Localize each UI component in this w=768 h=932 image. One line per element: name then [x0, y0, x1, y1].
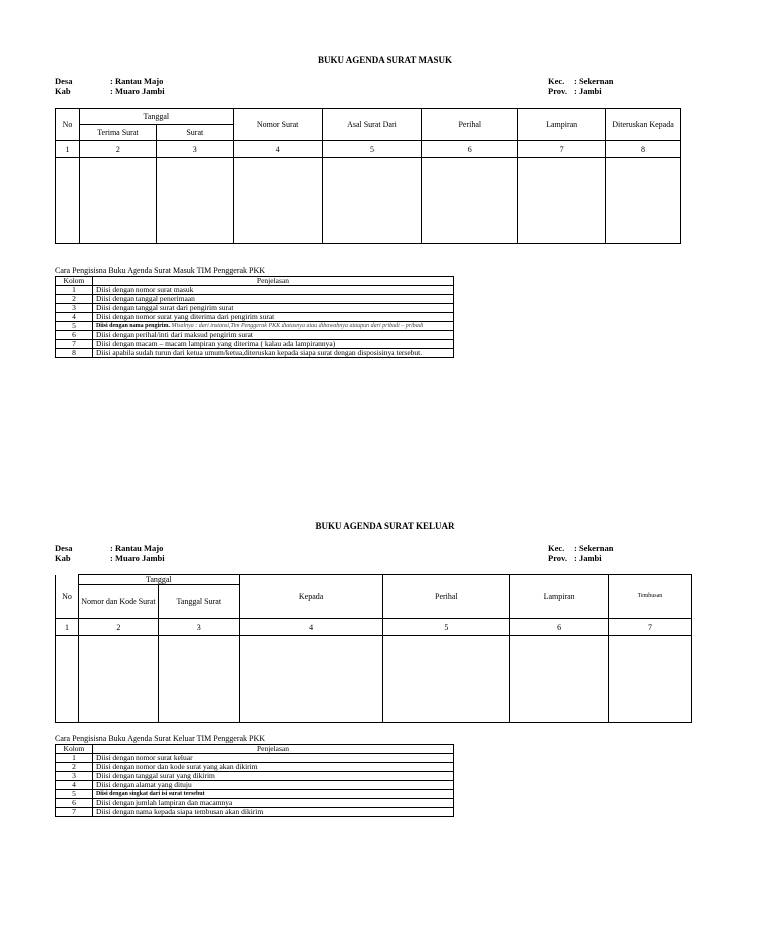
masuk-guide-table — [55, 276, 454, 358]
guide-text: Diisi dengan jumlah lampiran dan macamnya — [92, 799, 453, 808]
empty-cell — [233, 158, 322, 244]
masuk-col-no: No — [56, 109, 80, 141]
masuk-title: BUKU AGENDA SURAT MASUK — [318, 55, 452, 65]
guide-text: Diisi dengan tanggal penerimaan — [92, 295, 453, 304]
keluar-col-no: No — [56, 575, 79, 619]
masuk-col-tanggal: Tanggal — [79, 109, 233, 125]
guide-text: Diisi apabila sudah turun dari ketua umum/ketua,diteruskan kepada siapa surat dengan disposisinya tersebut. — [92, 349, 453, 358]
empty-cell — [78, 636, 158, 723]
keluar-kec-value: : Sekernan — [574, 543, 614, 553]
masuk-col-perihal: Perihal — [422, 109, 518, 141]
guide-kolom: 1 — [56, 286, 93, 295]
masuk-num: 2 — [79, 141, 156, 158]
masuk-kec-value: : Sekernan — [574, 76, 614, 86]
guide-kolom: 5 — [56, 790, 93, 799]
masuk-num: 3 — [156, 141, 233, 158]
guide-text-italic: Misalnya : dari instansi,Tim Penggerak PKK diatasnya atau dibawahnya ataupun dari pribadi – pribadi — [171, 323, 424, 329]
guide-kolom: 7 — [56, 808, 93, 817]
guide-kolom: 2 — [56, 295, 93, 304]
empty-cell — [606, 158, 681, 244]
keluar-desa-value: : Rantau Majo — [110, 543, 164, 553]
guide-text: Diisi dengan singkat dari isi surat tersebut — [92, 790, 453, 799]
masuk-col-terima: Terima Surat — [79, 125, 156, 141]
guide-text: Diisi dengan perihal/inti dari maksud pengirim surat — [92, 331, 453, 340]
keluar-col-tgl-surat: Tanggal Surat — [158, 585, 239, 619]
empty-cell — [322, 158, 422, 244]
masuk-kec-label: Kec. — [548, 76, 565, 86]
guide-text: Diisi dengan nomor dan kode surat yang akan dikirim — [92, 763, 453, 772]
guide-kolom: 4 — [56, 313, 93, 322]
empty-cell — [518, 158, 606, 244]
masuk-num: 4 — [233, 141, 322, 158]
masuk-col-asal: Asal Surat Dari — [322, 109, 422, 141]
keluar-num: 1 — [56, 619, 79, 636]
empty-cell — [158, 636, 239, 723]
masuk-prov-value: : Jambi — [574, 86, 602, 96]
keluar-num: 7 — [609, 619, 692, 636]
keluar-prov-value: : Jambi — [574, 553, 602, 563]
empty-cell — [422, 158, 518, 244]
empty-cell — [510, 636, 609, 723]
empty-cell — [383, 636, 510, 723]
masuk-col-surat: Surat — [156, 125, 233, 141]
guide-text-bold: Diisi dengan nama pengirim. — [95, 323, 170, 329]
masuk-table — [55, 108, 681, 244]
empty-cell — [56, 636, 79, 723]
guide-text: Diisi dengan nomor surat yang diterima dari pengirim surat — [92, 313, 453, 322]
guide-head-penjelasan: Penjelasan — [92, 745, 453, 754]
keluar-col-tanggal: Tanggal — [78, 575, 239, 585]
guide-text: Diisi dengan alamat yang dituju — [92, 781, 453, 790]
guide-kolom: 6 — [56, 799, 93, 808]
keluar-col-nomor-kode: Nomor dan Kode Surat — [78, 585, 158, 619]
masuk-guide-caption: Cara Pengisisna Buku Agenda Surat Masuk TIM Penggerak PKK — [55, 266, 266, 275]
guide-kolom: 5 — [56, 322, 93, 331]
keluar-guide-caption: Cara Pengisisna Buku Agenda Surat Keluar TIM Penggerak PKK — [55, 734, 266, 743]
guide-head-kolom: Kolom — [56, 277, 93, 286]
guide-kolom: 3 — [56, 772, 93, 781]
guide-head-kolom: Kolom — [56, 745, 93, 754]
guide-text: Diisi dengan nomor surat masuk — [92, 286, 453, 295]
guide-kolom: 8 — [56, 349, 93, 358]
empty-cell — [56, 158, 80, 244]
guide-text: Diisi dengan macam – macam lampiran yang diterima ( kalau ada lampirannya) — [92, 340, 453, 349]
empty-cell — [239, 636, 383, 723]
guide-kolom: 1 — [56, 754, 93, 763]
guide-text: Diisi dengan nama kepada siapa tembusan akan dikirim — [92, 808, 453, 817]
masuk-num: 8 — [606, 141, 681, 158]
keluar-kab-label: Kab — [55, 553, 71, 563]
keluar-guide-table — [55, 744, 454, 817]
masuk-num: 6 — [422, 141, 518, 158]
guide-text: Diisi dengan tanggal surat dari pengirim surat — [92, 304, 453, 313]
keluar-table — [55, 574, 692, 723]
masuk-col-nomor: Nomor Surat — [233, 109, 322, 141]
masuk-desa-label: Desa — [55, 76, 73, 86]
empty-cell — [156, 158, 233, 244]
keluar-num: 5 — [383, 619, 510, 636]
masuk-prov-label: Prov. — [548, 86, 567, 96]
keluar-col-lampiran: Lampiran — [510, 575, 609, 619]
masuk-number-row — [56, 141, 681, 158]
keluar-col-tembusan: Tembusan — [609, 575, 692, 619]
keluar-kec-label: Kec. — [548, 543, 565, 553]
guide-kolom: 6 — [56, 331, 93, 340]
guide-text: Diisi dengan nomor surat keluar — [92, 754, 453, 763]
keluar-num: 3 — [158, 619, 239, 636]
guide-head-penjelasan: Penjelasan — [92, 277, 453, 286]
keluar-desa-label: Desa — [55, 543, 73, 553]
masuk-kab-value: : Muaro Jambi — [110, 86, 165, 96]
guide-kolom: 4 — [56, 781, 93, 790]
empty-cell — [79, 158, 156, 244]
keluar-prov-label: Prov. — [548, 553, 567, 563]
masuk-num: 7 — [518, 141, 606, 158]
keluar-col-kepada: Kepada — [239, 575, 383, 619]
guide-kolom: 7 — [56, 340, 93, 349]
keluar-title: BUKU AGENDA SURAT KELUAR — [315, 521, 455, 531]
masuk-num: 1 — [56, 141, 80, 158]
masuk-num: 5 — [322, 141, 422, 158]
keluar-num: 2 — [78, 619, 158, 636]
keluar-num: 4 — [239, 619, 383, 636]
masuk-kab-label: Kab — [55, 86, 71, 96]
masuk-desa-value: : Rantau Majo — [110, 76, 164, 86]
keluar-num: 6 — [510, 619, 609, 636]
guide-kolom: 3 — [56, 304, 93, 313]
keluar-kab-value: : Muaro Jambi — [110, 553, 165, 563]
guide-kolom: 2 — [56, 763, 93, 772]
masuk-empty-row — [56, 158, 681, 244]
masuk-col-lampiran: Lampiran — [518, 109, 606, 141]
keluar-number-row — [56, 619, 692, 636]
keluar-empty-row — [56, 636, 692, 723]
empty-cell — [609, 636, 692, 723]
masuk-col-diteruskan: Diteruskan Kepada — [606, 109, 681, 141]
keluar-col-perihal: Perihal — [383, 575, 510, 619]
guide-text: Diisi dengan tanggal surat yang dikirim — [92, 772, 453, 781]
